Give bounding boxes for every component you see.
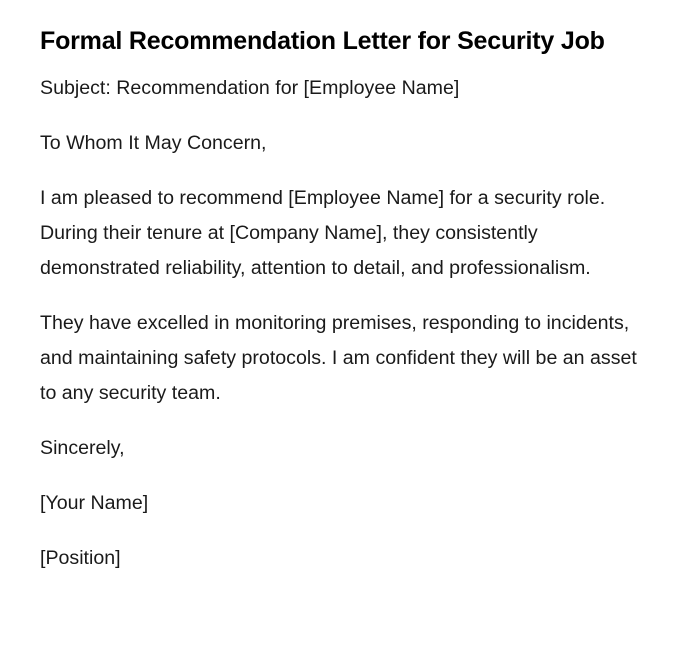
body-paragraph-2: They have excelled in monitoring premises, responding to incidents, and maintaining safety protocols. I am confident they will be an asset to any security team. — [40, 312, 637, 404]
letter-document — [40, 24, 640, 596]
subject-line: Subject: Recommendation for [Employee Name] — [40, 77, 460, 99]
salutation: To Whom It May Concern, — [40, 132, 267, 154]
signature-name: [Your Name] — [40, 492, 149, 514]
closing: Sincerely, — [40, 437, 125, 459]
signature-position: [Position] — [40, 547, 121, 569]
body-paragraph-1: I am pleased to recommend [Employee Name] for a security role. During their tenure at [Company Name], they consistently demonstrated reliability, attention to detail, and professionalism. — [40, 187, 606, 279]
document-title: Formal Recommendation Letter for Security Job — [40, 27, 605, 55]
